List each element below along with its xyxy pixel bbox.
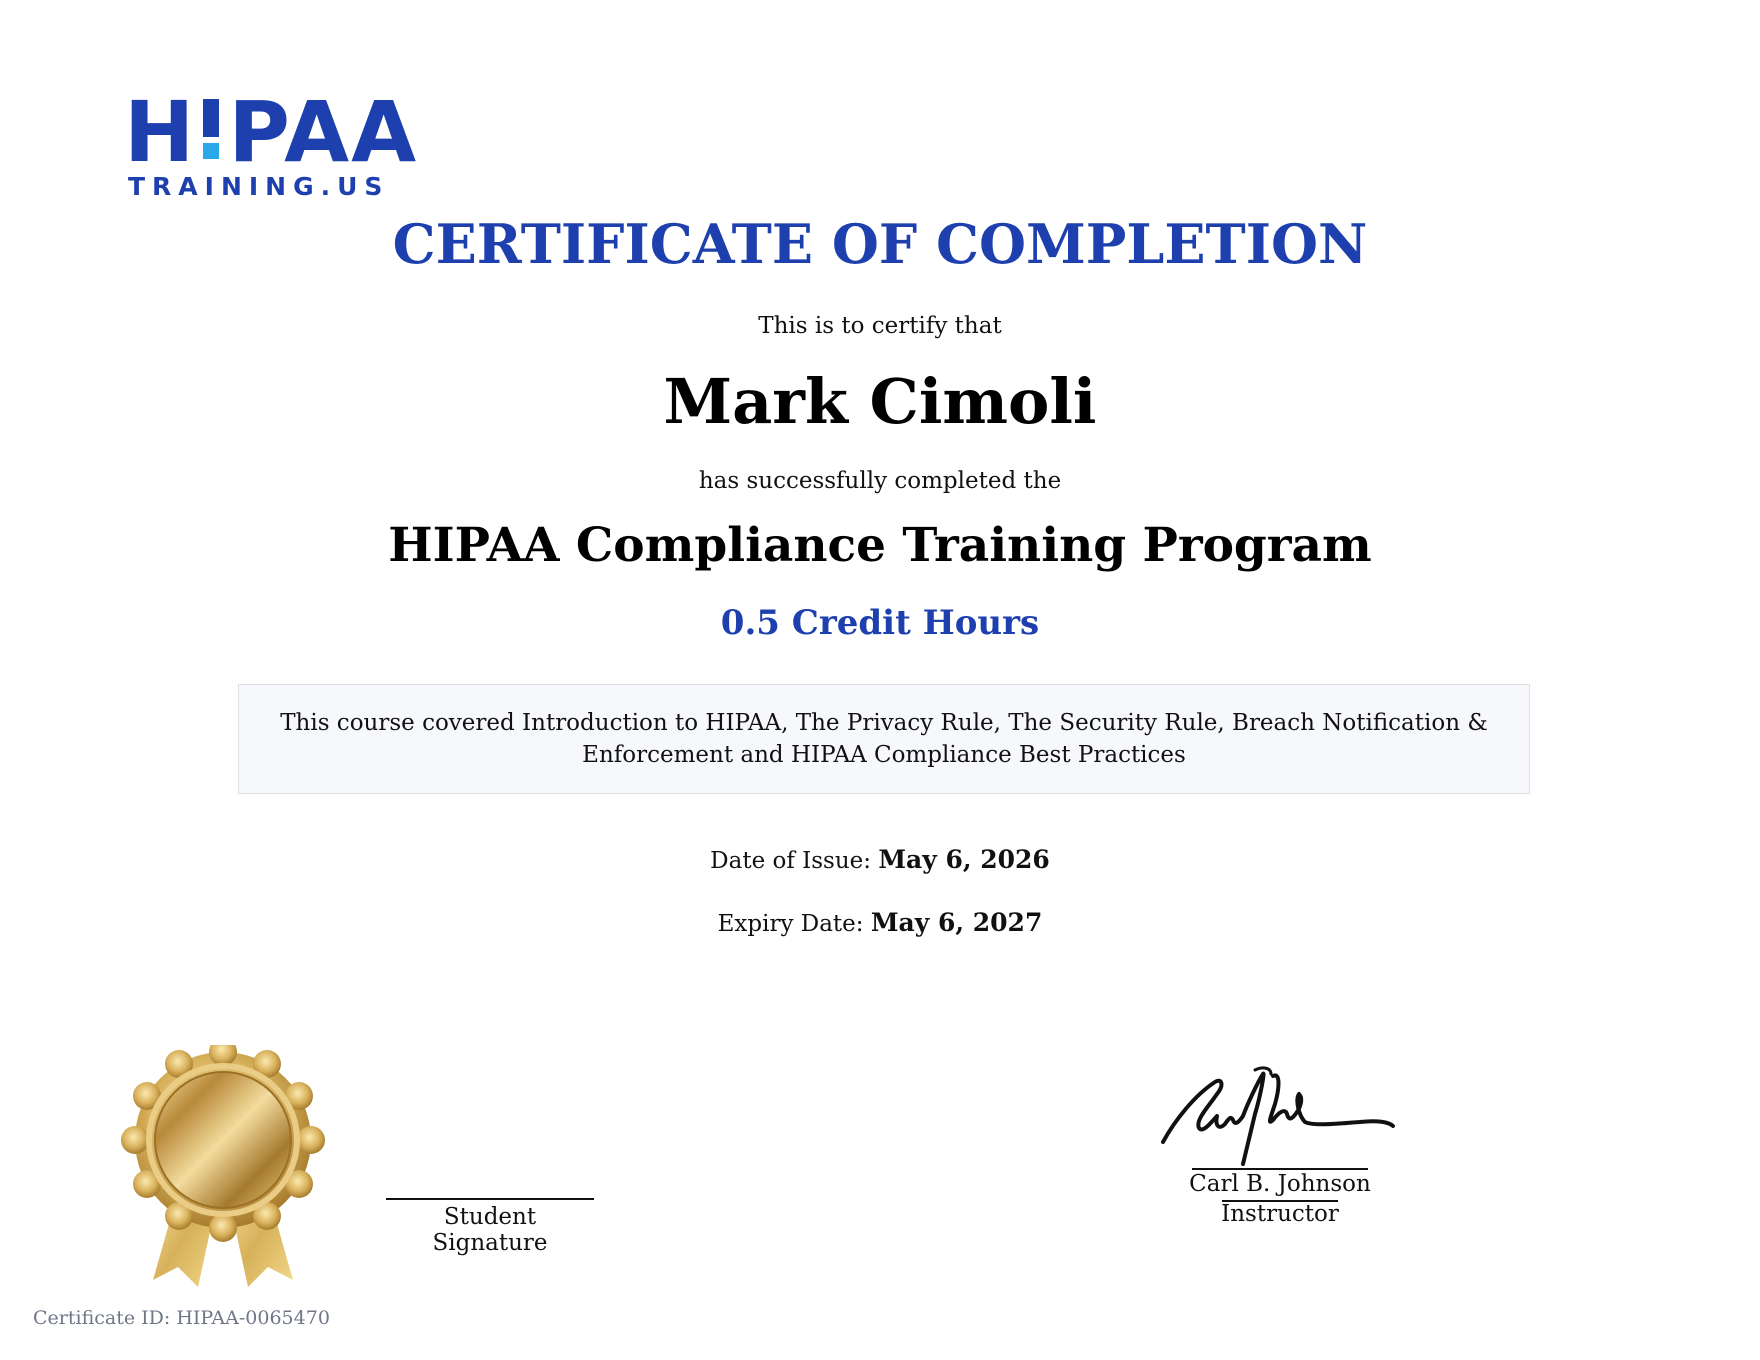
student-signature-label: Student Signature xyxy=(432,1204,548,1256)
instructor-name: Carl B. Johnson xyxy=(1189,1171,1371,1197)
hipaa-training-logo xyxy=(124,83,419,201)
expiry-date-label: Expiry Date: xyxy=(717,911,864,937)
certify-intro: This is to certify that xyxy=(758,313,1002,339)
expiry-date-row xyxy=(0,908,1760,937)
instructor-signature-line xyxy=(1192,1168,1368,1170)
logo-subtitle: TRAINING.US xyxy=(128,172,390,201)
issue-date-row xyxy=(0,845,1760,874)
credit-hours: 0.5 Credit Hours xyxy=(720,603,1040,643)
issue-date-value: May 6, 2026 xyxy=(878,845,1050,874)
instructor-signature-block xyxy=(1155,1060,1405,1230)
logo-wordmark: H PAA xyxy=(124,83,419,181)
course-description-box xyxy=(238,684,1530,794)
program-name: HIPAA Compliance Training Program xyxy=(388,518,1372,573)
gold-seal-icon xyxy=(118,1045,328,1295)
issue-date-label: Date of Issue: xyxy=(710,848,872,874)
course-description: This course covered Introduction to HIPAA, The Privacy Rule, The Security Rule, Breach Notification & Enforcement and HIPAA Compliance Best Practices xyxy=(280,710,1488,768)
instructor-role: Instructor xyxy=(1221,1201,1339,1227)
expiry-date-value: May 6, 2027 xyxy=(870,908,1043,937)
logo-exclamation-mark xyxy=(200,91,222,161)
certificate-title: CERTIFICATE OF COMPLETION xyxy=(392,212,1368,276)
certificate-id: Certificate ID: HIPAA-0065470 xyxy=(33,1307,330,1329)
instructor-signature-handwriting xyxy=(1155,1060,1405,1170)
student-signature-line xyxy=(386,1198,594,1256)
completed-text: has successfully completed the xyxy=(698,468,1062,494)
recipient-name: Mark Cimoli xyxy=(663,365,1097,438)
